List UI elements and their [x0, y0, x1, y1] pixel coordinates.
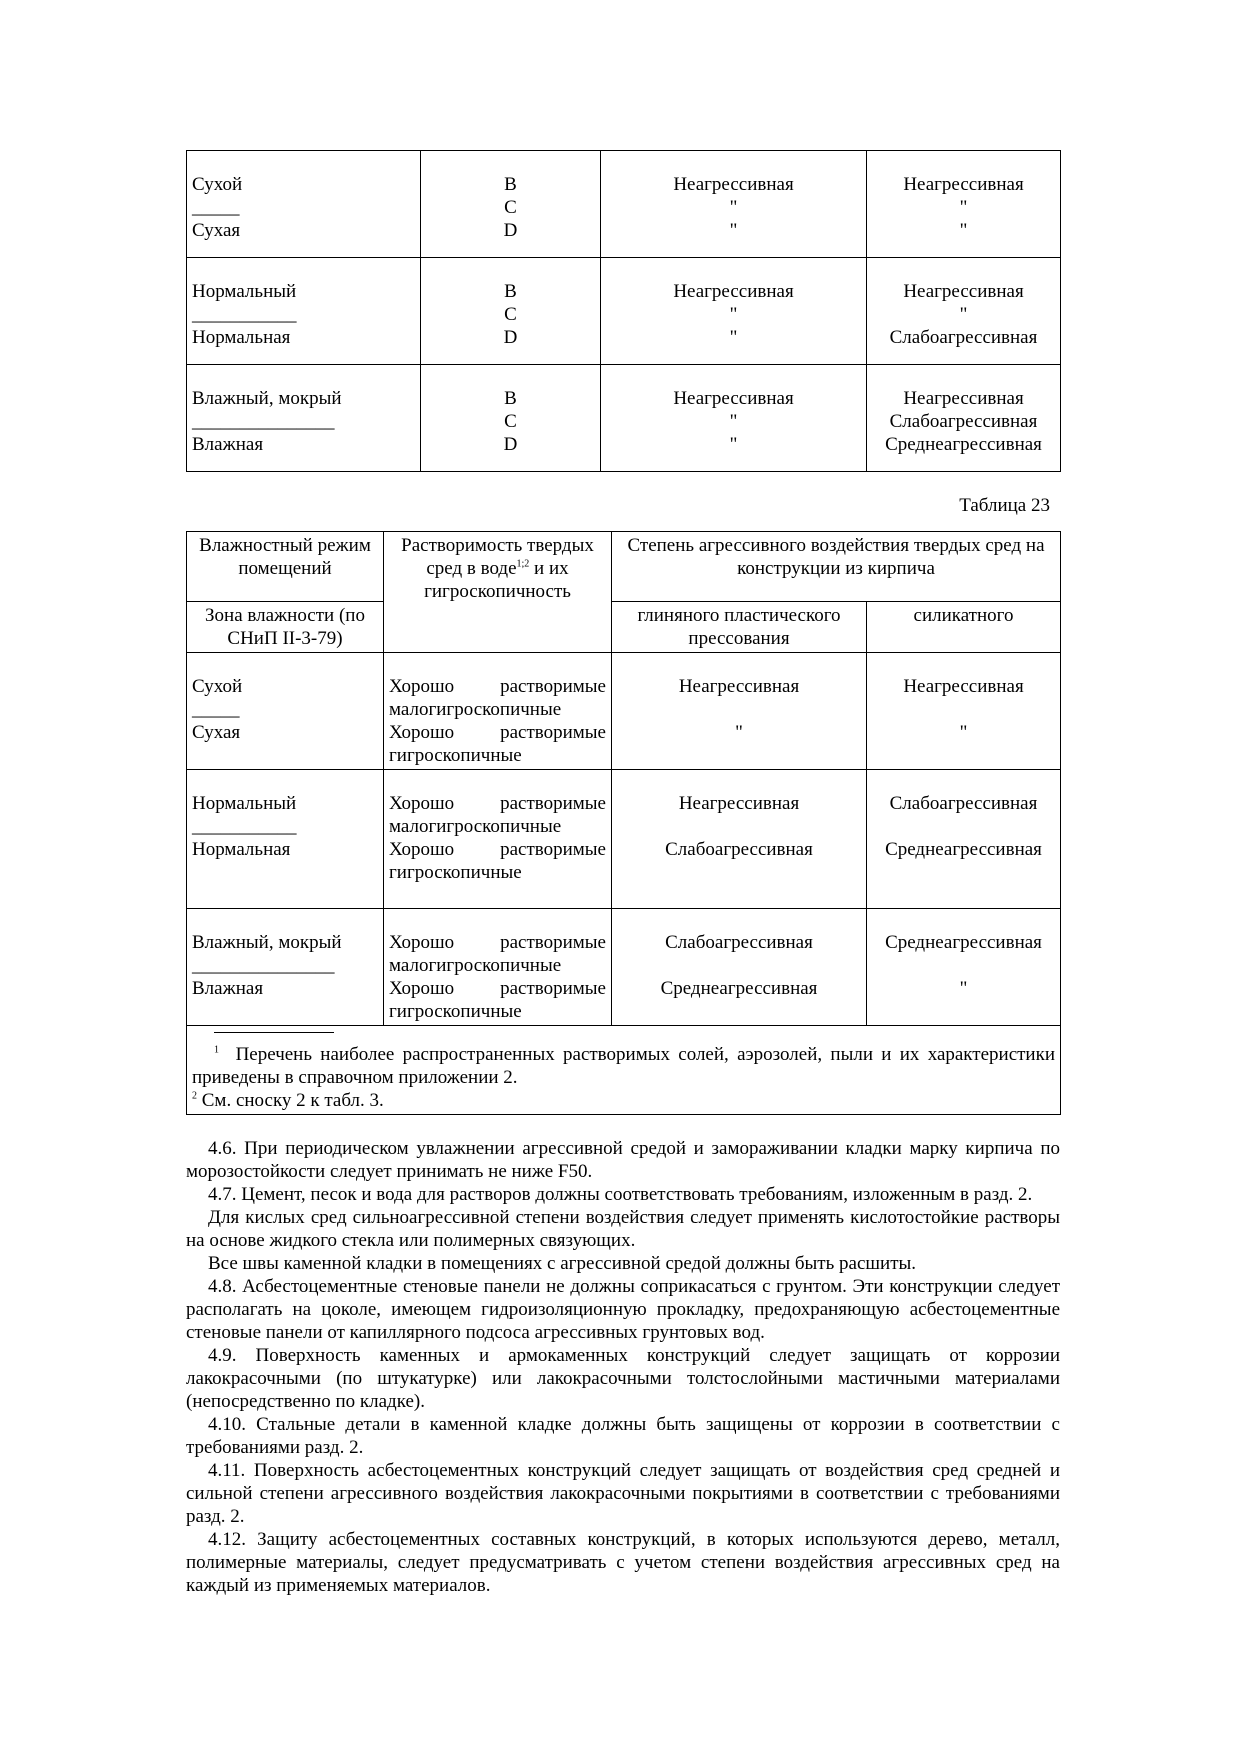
- type-cell: B C D: [421, 151, 601, 258]
- table-23: [186, 531, 1061, 1115]
- silicate-cell: Слабоагрессивная Среднеагрессивная: [867, 770, 1061, 909]
- table-row: [187, 258, 1061, 365]
- zone-cell: Сухой _____ Сухая: [187, 151, 421, 258]
- clay-cell: Неагрессивная " ": [601, 365, 867, 472]
- header-humidity-zone: Зона влажности (по СНиП II-3-79): [187, 602, 384, 653]
- table-row: [187, 909, 1061, 1026]
- silicate-cell: Неагрессивная Слабоагрессивная Среднеагрессивная: [867, 365, 1061, 472]
- paragraph: Все швы каменной кладки в помещениях с агрессивной средой должны быть расшиты.: [208, 1253, 917, 1274]
- paragraph: 4.7. Цемент, песок и вода для растворов должны соответствовать требованиям, изложенным в разд. 2.: [208, 1184, 1033, 1205]
- silicate-cell: Неагрессивная " Слабоагрессивная: [867, 258, 1061, 365]
- table-row: [187, 770, 1061, 909]
- clay-cell: Неагрессивная ": [612, 653, 867, 770]
- zone-cell: Влажный, мокрый _______________ Влажная: [187, 365, 421, 472]
- header-silicate-brick: силикатного: [867, 602, 1061, 653]
- silicate-cell: Среднеагрессивная ": [867, 909, 1061, 1026]
- footnotes-cell: [187, 1026, 1061, 1115]
- table-row: [187, 151, 1061, 258]
- solubility-cell: Хорошо растворимые малогигроскопичные Хорошо растворимые гигроскопичные: [384, 770, 612, 909]
- zone-cell: Нормальный ___________ Нормальная: [187, 770, 384, 909]
- solubility-cell: Хорошо растворимые малогигроскопичные Хорошо растворимые гигроскопичные: [384, 909, 612, 1026]
- paragraph: Для кислых сред сильноагрессивной степени воздействия следует применять кислотостойкие растворы на основе жидкого стекла или полимерных связующих.: [186, 1207, 1060, 1251]
- table-row: [187, 653, 1061, 770]
- header-humidity-mode: Влажностный режим помещений: [187, 532, 384, 602]
- header-aggression-degree: Степень агрессивного воздействия твердых сред на конструкции из кирпича: [612, 532, 1061, 602]
- zone-cell: Влажный, мокрый _______________ Влажная: [187, 909, 384, 1026]
- paragraph: 4.9. Поверхность каменных и армокаменных конструкций следует защищать от коррозии лакокрасочными (по штукатурке) или лакокрасочными толстослойными мастичными материалами (непосредственно по кладке).: [186, 1345, 1060, 1412]
- footnote-rule: [214, 1032, 334, 1033]
- footnote-1: $^1$ Перечень наиболее распространенных растворимых солей, аэрозолей, пыли и их характеристики приведены в справочном приложении 2.: [192, 1044, 1055, 1088]
- paragraph: 4.12. Защиту асбестоцементных составных конструкций, в которых используются дерево, металл, полимерные материалы, следует предусматривать с учетом степени воздействия агрессивных сред на каждый из применяемых материалов.: [186, 1529, 1060, 1596]
- footnote-2: $^2$ См. сноску 2 к табл. 3.: [192, 1090, 384, 1111]
- type-cell: B C D: [421, 365, 601, 472]
- table-header-row: [187, 532, 1061, 602]
- paragraph: 4.8. Асбестоцементные стеновые панели не должны соприкасаться с грунтом. Эти конструкции следует располагать на цоколе, имеющем гидроизоляционную прокладку, предохраняющую асбестоцементные стеновые панели от капиллярного подсоса агрессивных грунтовых вод.: [186, 1276, 1060, 1343]
- header-clay-brick: глиняного пластического прессования: [612, 602, 867, 653]
- paragraph: 4.6. При периодическом увлажнении агрессивной средой и замораживании кладки марку кирпича по морозостойкости следует принимать не ниже F50.: [186, 1138, 1060, 1182]
- table-header-row: [187, 602, 1061, 653]
- body-text: [186, 1137, 1060, 1597]
- clay-cell: Слабоагрессивная Среднеагрессивная: [612, 909, 867, 1026]
- silicate-cell: Неагрессивная ": [867, 653, 1061, 770]
- footnotes-row: [187, 1026, 1061, 1115]
- solubility-cell: Хорошо растворимые малогигроскопичные Хорошо растворимые гигроскопичные: [384, 653, 612, 770]
- clay-cell: Неагрессивная " ": [601, 258, 867, 365]
- clay-cell: Неагрессивная Слабоагрессивная: [612, 770, 867, 909]
- zone-cell: Сухой _____ Сухая: [187, 653, 384, 770]
- table-caption: Таблица 23: [959, 495, 1050, 516]
- type-cell: B C D: [421, 258, 601, 365]
- paragraph: 4.10. Стальные детали в каменной кладке должны быть защищены от коррозии в соответствии с требованиями разд. 2.: [186, 1414, 1060, 1458]
- zone-cell: Нормальный ___________ Нормальная: [187, 258, 421, 365]
- clay-cell: Неагрессивная " ": [601, 151, 867, 258]
- table-continuation: [186, 150, 1061, 472]
- document-page: [186, 150, 1060, 1597]
- header-solubility: Растворимость твердых сред в воде$^{1;2}$ и их гигроскопичность: [384, 532, 612, 653]
- table-row: [187, 365, 1061, 472]
- silicate-cell: Неагрессивная " ": [867, 151, 1061, 258]
- paragraph: 4.11. Поверхность асбестоцементных конструкций следует защищать от воздействия сред средней и сильной степени агрессивного воздействия лакокрасочными покрытиями в соответствии с требованиями разд. 2.: [186, 1460, 1060, 1527]
